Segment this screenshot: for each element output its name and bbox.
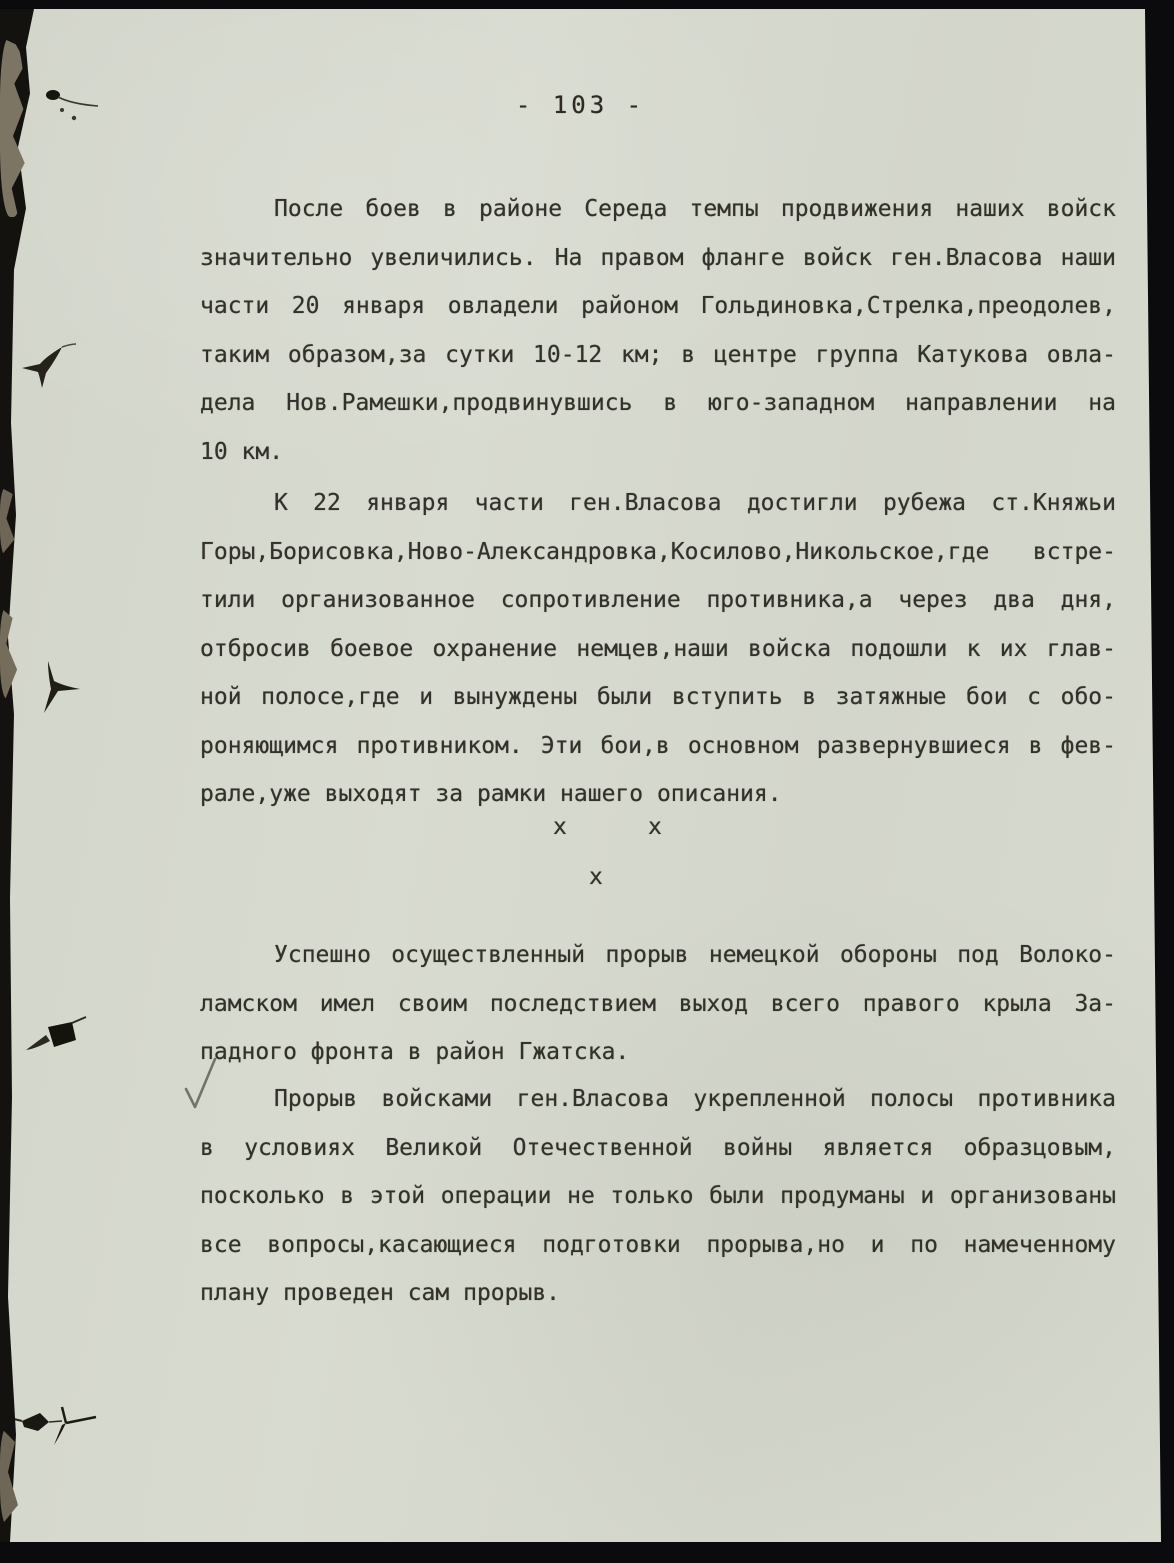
text-line: После боев в районе Середа темпы продвижения наших войск	[274, 196, 1116, 222]
paper-edge-texture	[0, 607, 18, 699]
text-line: все вопросы,касающиеся подготовки прорыва,но и по намеченному	[200, 1231, 1116, 1258]
scan-border	[1145, 9, 1161, 1542]
paragraph-3	[200, 931, 1116, 1077]
text-line: таким образом,за сутки 10-12 км; в центре группа Катукова овла-	[200, 341, 1116, 368]
text-line: падного фронта в район Гжатска.	[200, 1039, 630, 1065]
text-line: в условиях Великой Отечественной войны является образцовым,	[200, 1134, 1116, 1161]
text-line: роняющимся противником. Эти бои,в основном развернувшиеся в фев-	[200, 732, 1116, 759]
paper-tear-mark	[18, 339, 78, 391]
text-line: рале,уже выходят за рамки нашего описания.	[200, 781, 782, 807]
text-line: ной полосе,где и вынуждены были вступить в затяжные бои с обо-	[200, 684, 1116, 710]
section-separator-x: х	[553, 814, 567, 840]
paragraph-4	[200, 1075, 1116, 1318]
scanned-page	[0, 9, 1161, 1542]
text-line: Горы,Борисовка,Ново-Александровка,Косилово,Никольское,где встре-	[200, 538, 1116, 565]
text-line: отбросив боевое охранение немцев,наши войска подошли к их глав-	[200, 635, 1116, 662]
text-line: значительно увеличились. На правом фланге войск ген.Власова наши	[200, 244, 1116, 271]
paper-tear-mark	[34, 657, 94, 717]
text-line: К 22 января части ген.Власова достигли рубежа ст.Княжьи	[274, 490, 1116, 516]
text-line: ламском имел своим последствием выход всего правого крыла За-	[200, 990, 1116, 1017]
torn-edge	[0, 9, 36, 1542]
page-number: - 103 -	[515, 91, 646, 119]
paragraph-1	[200, 185, 1116, 476]
text-line: тили организованное сопротивление противника,а через два дня,	[200, 587, 1116, 613]
text-line: посколько в этой операции не только были продуманы и организованы	[200, 1183, 1116, 1209]
paper-hole	[20, 1009, 95, 1064]
text-line: части 20 января овладели районом Гольдиновка,Стрелка,преодолев,	[200, 293, 1116, 319]
text-line: Успешно осуществленный прорыв немецкой обороны под Волоко-	[274, 942, 1116, 968]
paper-tear-mark	[4, 1401, 114, 1451]
section-separator-x: х	[589, 864, 603, 890]
pencil-checkmark-icon	[183, 1055, 223, 1113]
text-line: дела Нов.Рамешки,продвинувшись в юго-западном направлении на	[200, 390, 1116, 416]
text-line: Прорыв войсками ген.Власова укрепленной полосы противника	[274, 1086, 1116, 1112]
section-separator-x: х	[648, 814, 662, 840]
text-line: 10 км.	[200, 438, 284, 465]
ink-speck	[40, 85, 110, 130]
text-line: плану проведен сам прорыв.	[200, 1280, 561, 1306]
paragraph-2	[200, 479, 1116, 819]
